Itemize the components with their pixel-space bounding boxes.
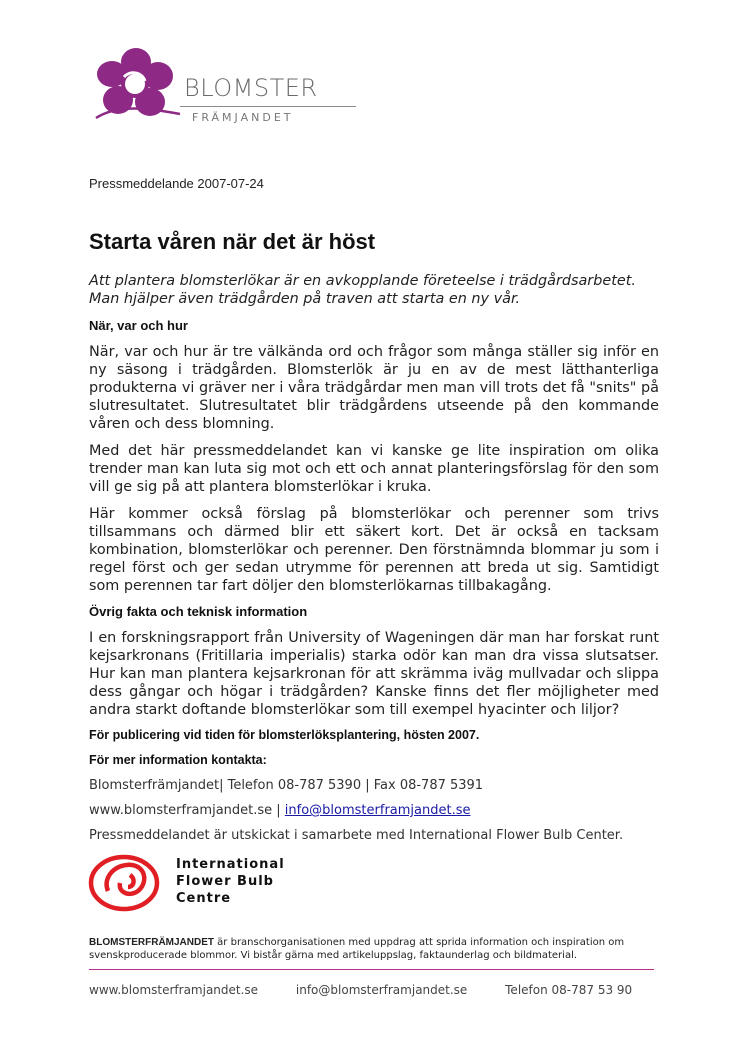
ifbc-logo (88, 853, 288, 913)
logo-wordmark: BLOMSTER (184, 74, 318, 102)
footer-description (89, 937, 659, 962)
footer-org-name: BLOMSTERFRÄMJANDET (89, 937, 214, 948)
footer-contact (89, 983, 666, 997)
flower-logo-icon (88, 44, 184, 126)
ifbc-line-3: Centre (176, 891, 232, 906)
contact-website: www.blomsterframjandet.se | (89, 803, 285, 818)
contact-email-link[interactable]: info@blomsterframjandet.se (284, 803, 471, 818)
publish-note: För publicering vid tiden för blomsterlöksplantering, hösten 2007. (89, 728, 480, 742)
footer-org-desc: är branschorganisationen med uppdrag att sprida information och inspiration om svenskproducerade blommor. Vi bistår gärna med artikeluppslag, faktaunderlag och bildmaterial. (89, 937, 625, 961)
ifbc-line-2: Flower Bulb (176, 874, 274, 889)
contact-heading: För mer information kontakta: (89, 753, 267, 767)
footer-divider (89, 969, 654, 970)
ifbc-name (176, 856, 285, 907)
ifbc-line-1: International (176, 857, 285, 872)
paragraph-3: Här kommer också förslag på blomsterlökar och perenner som trivs tillsammans och därmed blir ett säkert kort. Det är också en tacksam kombination, blomsterlökar och perenner. Den förstnämnda blommar ju som i regel först och ger sedan utrymme för perennen att breda ut sig. Samtidigt som perennen tar fart döljer den blomsterlökarnas tillbakagång. (89, 506, 659, 594)
contact-web-line (89, 803, 659, 818)
swirl-logo-icon (88, 853, 164, 913)
logo-subtitle: FRÄMJANDET (192, 111, 294, 124)
collaboration-note: Pressmeddelandet är utskickat i samarbete med International Flower Bulb Center. (89, 828, 624, 843)
footer-website[interactable]: www.blomsterframjandet.se (89, 983, 259, 997)
section-heading-facts: Övrig fakta och teknisk information (89, 604, 308, 619)
section-heading-when-where-how: När, var och hur (89, 318, 188, 333)
footer-email[interactable]: info@blomsterframjandet.se (295, 983, 468, 997)
paragraph-2: Med det här pressmeddelandet kan vi kanske ge lite inspiration om olika trender man kan luta sig mot och ett och annat planteringsförslag för den som vill ge sig på att plantera blomsterlökar i kruka. (89, 443, 659, 495)
blomsterframjandet-logo (88, 44, 368, 124)
contact-phone: Blomsterfrämjandet| Telefon 08-787 5390 | Fax 08-787 5391 (89, 778, 484, 793)
logo-divider (180, 106, 356, 107)
paragraph-4: I en forskningsrapport från University of Wageningen där man har forskat runt kejsarkronans (Fritillaria imperialis) starka odör kan man dra vissa slutsatser. Hur kan man plantera kejsarkronan för att skrämma iväg mullvadar och slippa dess gångar och högar i trädgården? Kanske finns det fler möjligheter med andra starkt doftande blomsterlökar som till exempel hyacinter och liljor? (89, 630, 659, 718)
paragraph-1: När, var och hur är tre välkända ord och frågor som många ställer sig inför en ny säsong i trädgården. Blomsterlök är ju en av de mest lätthanterliga produkterna vi gräver ner i våra trädgårdar men man vill trots det få "snits" på slutresultatet. Slutresultatet blir trädgårdens utseende på den kommande våren och dess blomning. (89, 344, 659, 432)
article-title: Starta våren när det är höst (89, 229, 376, 254)
footer-phone: Telefon 08-787 53 90 (505, 983, 633, 997)
press-release-date: Pressmeddelande 2007-07-24 (89, 176, 264, 191)
article-body (89, 272, 659, 853)
article-lead: Att plantera blomsterlökar är en avkopplande företeelse i trädgårdsarbetet. Man hjälper även trädgården på traven att starta en ny vår. (89, 273, 636, 307)
